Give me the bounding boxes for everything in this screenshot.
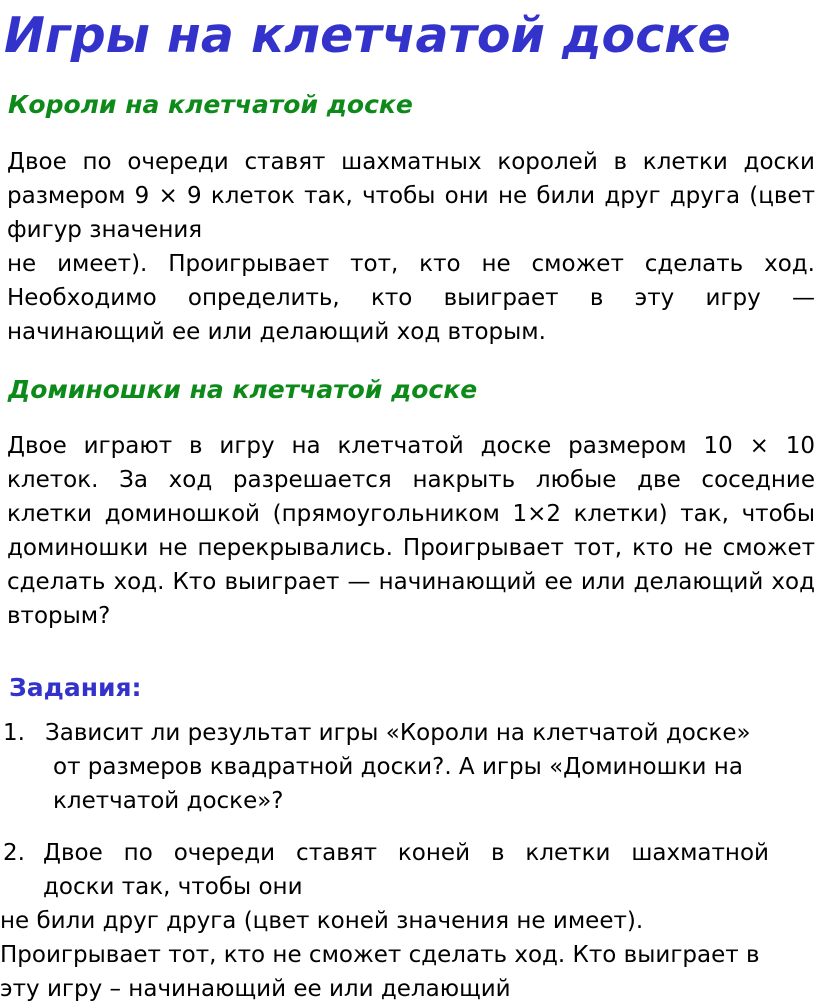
dominoes-game-description	[7, 429, 815, 633]
task-item-2	[0, 836, 803, 1006]
text-line: Двое по очереди ставят коней в клетки шахматной	[43, 840, 769, 866]
text-line: размером 9 × 9 клеток так, чтобы они не били друг друга (цвет	[7, 183, 815, 209]
text-line: Двое играют в игру на клетчатой доске размером 10 × 10	[7, 433, 815, 459]
text-line: эту игру – начинающий ее или делающий	[0, 976, 511, 1002]
text-line: начинающий ее или делающий ход вторым.	[7, 319, 546, 345]
text-line: клетки доминошкой (прямоугольником 1×2 клетки) так, чтобы	[7, 501, 815, 527]
text-line: клеток. За ход разрешается накрыть любые две соседние	[7, 467, 815, 493]
task-number: 2.	[3, 840, 25, 866]
text-line: Двое по очереди ставят шахматных королей в клетки доски	[7, 149, 815, 175]
text-line: доминошки не перекрывались. Проигрывает тот, кто не сможет	[7, 535, 815, 561]
text-line: Проигрывает тот, кто не сможет сделать ход. Кто выиграет в	[0, 942, 760, 968]
tasks-heading: Задания:	[9, 673, 142, 702]
text-line: клетчатой доске»?	[53, 788, 284, 814]
text-line: не имеет). Проигрывает тот, кто не сможет сделать ход.	[7, 251, 815, 277]
section-heading-kings: Короли на клетчатой доске	[8, 90, 413, 119]
kings-game-description	[7, 145, 815, 349]
text-line: Зависит ли результат игры «Короли на клетчатой доске»	[45, 720, 751, 746]
text-line: доски так, чтобы они	[43, 874, 303, 900]
section-heading-dominoes: Доминошки на клетчатой доске	[8, 375, 478, 404]
page-title: Игры на клетчатой доске	[4, 7, 731, 64]
text-line: вторым?	[7, 603, 111, 629]
text-line: фигур значения	[7, 217, 203, 243]
task-number: 1.	[3, 720, 25, 746]
text-line: сделать ход. Кто выиграет — начинающий ее или делающий ход	[7, 569, 815, 595]
text-line: от размеров квадратной доски?. А игры «Доминошки на	[53, 754, 743, 780]
task-item-1	[3, 716, 803, 818]
text-line: Необходимо определить, кто выиграет в эту игру —	[7, 285, 815, 311]
text-line: не били друг друга (цвет коней значения не имеет).	[0, 908, 644, 934]
